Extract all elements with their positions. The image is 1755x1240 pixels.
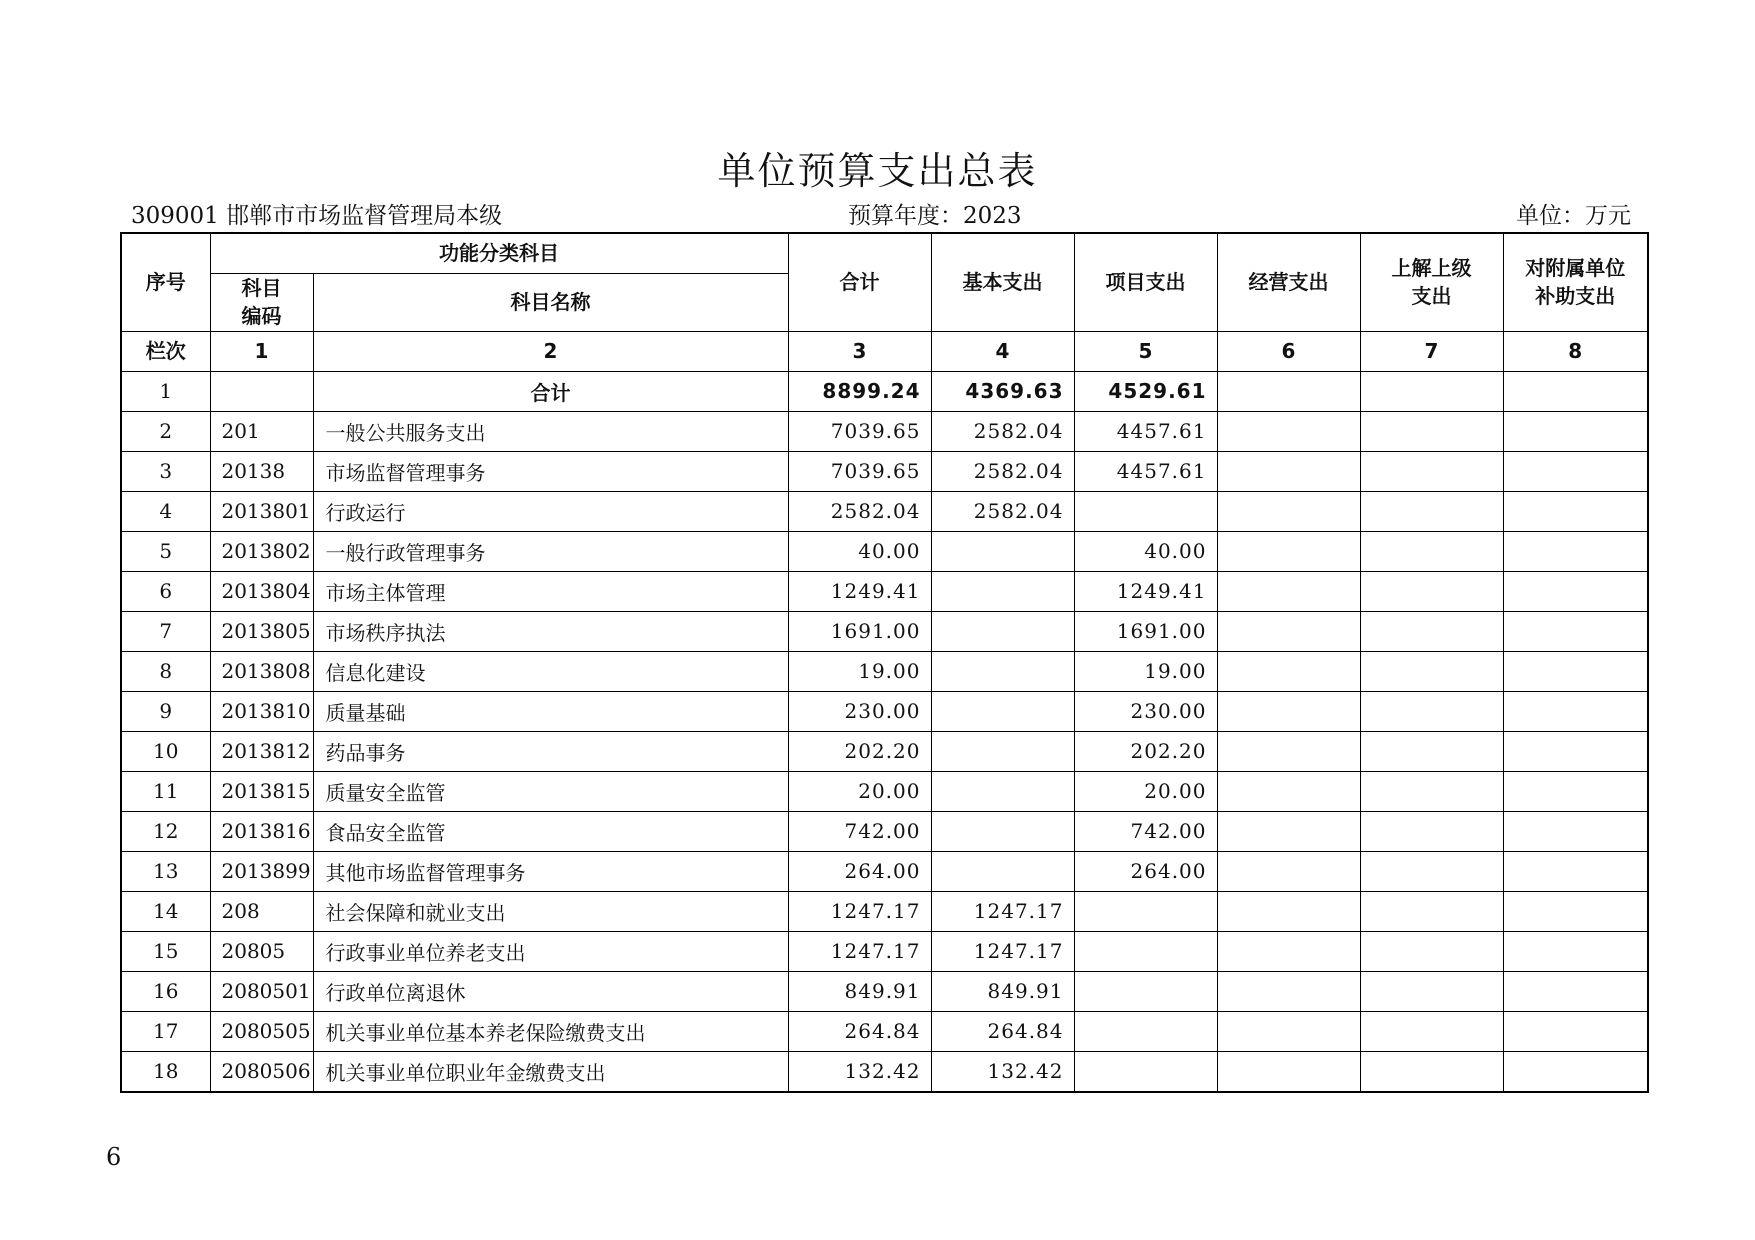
row-basic: 1247.17 [931, 891, 1074, 931]
row-seq: 16 [121, 971, 210, 1011]
row-code: 2013816 [210, 811, 313, 851]
row-code: 2080501 [210, 971, 313, 1011]
row-basic [931, 771, 1074, 811]
row-seq: 5 [121, 531, 210, 571]
row-project: 264.00 [1074, 851, 1217, 891]
row-project: 4457.61 [1074, 411, 1217, 451]
row-name: 市场主体管理 [313, 571, 788, 611]
row-project [1074, 891, 1217, 931]
row-name: 机关事业单位职业年金缴费支出 [313, 1051, 788, 1092]
row-remit [1360, 1011, 1503, 1051]
row-project: 40.00 [1074, 531, 1217, 571]
row-basic: 2582.04 [931, 451, 1074, 491]
header-total: 合计 [788, 233, 931, 331]
table-row [121, 411, 1648, 451]
column-number: 6 [1217, 331, 1360, 371]
row-subsidy [1503, 571, 1648, 611]
row-seq: 11 [121, 771, 210, 811]
row-subsidy [1503, 691, 1648, 731]
table-row [121, 731, 1648, 771]
row-subsidy [1503, 851, 1648, 891]
row-basic: 132.42 [931, 1051, 1074, 1092]
row-total: 230.00 [788, 691, 931, 731]
table-row [121, 1051, 1648, 1092]
row-total: 7039.65 [788, 451, 931, 491]
row-seq: 8 [121, 651, 210, 691]
row-total: 40.00 [788, 531, 931, 571]
header-basic: 基本支出 [931, 233, 1074, 331]
row-seq: 3 [121, 451, 210, 491]
row-subsidy [1503, 1051, 1648, 1092]
row-name: 一般行政管理事务 [313, 531, 788, 571]
row-remit [1360, 371, 1503, 411]
row-basic [931, 651, 1074, 691]
row-remit [1360, 731, 1503, 771]
row-operating [1217, 411, 1360, 451]
row-remit [1360, 771, 1503, 811]
table-row [121, 531, 1648, 571]
row-project [1074, 1051, 1217, 1092]
column-number: 5 [1074, 331, 1217, 371]
row-operating [1217, 891, 1360, 931]
row-operating [1217, 531, 1360, 571]
row-basic: 4369.63 [931, 371, 1074, 411]
row-subsidy [1503, 371, 1648, 411]
row-name: 机关事业单位基本养老保险缴费支出 [313, 1011, 788, 1051]
row-basic: 849.91 [931, 971, 1074, 1011]
header-operating: 经营支出 [1217, 233, 1360, 331]
row-project [1074, 1011, 1217, 1051]
row-basic [931, 611, 1074, 651]
row-subsidy [1503, 611, 1648, 651]
row-name: 药品事务 [313, 731, 788, 771]
row-total: 1247.17 [788, 891, 931, 931]
row-total: 1691.00 [788, 611, 931, 651]
row-operating [1217, 611, 1360, 651]
row-code: 2013899 [210, 851, 313, 891]
row-operating [1217, 811, 1360, 851]
budget-expenditure-table [120, 232, 1649, 1093]
row-remit [1360, 931, 1503, 971]
row-seq: 18 [121, 1051, 210, 1092]
column-number: 1 [210, 331, 313, 371]
row-code: 2013808 [210, 651, 313, 691]
row-basic: 2582.04 [931, 411, 1074, 451]
row-code: 2013804 [210, 571, 313, 611]
column-number-row [121, 331, 1648, 371]
row-name: 一般公共服务支出 [313, 411, 788, 451]
row-subsidy [1503, 891, 1648, 931]
row-basic [931, 851, 1074, 891]
row-subsidy [1503, 771, 1648, 811]
row-code: 20138 [210, 451, 313, 491]
header-project: 项目支出 [1074, 233, 1217, 331]
row-name: 信息化建设 [313, 651, 788, 691]
row-operating [1217, 571, 1360, 611]
row-remit [1360, 571, 1503, 611]
page-title: 单位预算支出总表 [717, 149, 1038, 193]
column-number: 3 [788, 331, 931, 371]
row-subsidy [1503, 971, 1648, 1011]
row-total: 1247.17 [788, 931, 931, 971]
row-name: 合计 [313, 371, 788, 411]
row-code: 2080505 [210, 1011, 313, 1051]
row-seq: 13 [121, 851, 210, 891]
unit-info: 309001 邯郸市市场监督管理局本级 [131, 203, 503, 229]
row-remit [1360, 1051, 1503, 1092]
row-code: 2080506 [210, 1051, 313, 1092]
row-total: 742.00 [788, 811, 931, 851]
row-subsidy [1503, 731, 1648, 771]
header-subsidy: 对附属单位补助支出 [1503, 233, 1648, 331]
row-operating [1217, 931, 1360, 971]
row-basic: 2582.04 [931, 491, 1074, 531]
row-subsidy [1503, 531, 1648, 571]
row-operating [1217, 731, 1360, 771]
row-operating [1217, 1051, 1360, 1092]
row-basic [931, 731, 1074, 771]
table-body [121, 371, 1648, 1092]
table-row [121, 771, 1648, 811]
row-total: 7039.65 [788, 411, 931, 451]
row-remit [1360, 491, 1503, 531]
table-row-total [121, 371, 1648, 411]
row-subsidy [1503, 931, 1648, 971]
row-project [1074, 931, 1217, 971]
table-row [121, 651, 1648, 691]
header-seq: 序号 [121, 233, 210, 331]
row-code: 2013801 [210, 491, 313, 531]
column-number: 8 [1503, 331, 1648, 371]
table-row [121, 851, 1648, 891]
row-name: 行政单位离退休 [313, 971, 788, 1011]
row-operating [1217, 971, 1360, 1011]
row-code: 20805 [210, 931, 313, 971]
row-basic [931, 531, 1074, 571]
row-total: 19.00 [788, 651, 931, 691]
row-operating [1217, 851, 1360, 891]
row-remit [1360, 611, 1503, 651]
column-number: 7 [1360, 331, 1503, 371]
row-project: 20.00 [1074, 771, 1217, 811]
row-seq: 17 [121, 1011, 210, 1051]
row-seq: 10 [121, 731, 210, 771]
row-total: 132.42 [788, 1051, 931, 1092]
row-remit [1360, 811, 1503, 851]
row-name: 行政运行 [313, 491, 788, 531]
row-total: 849.91 [788, 971, 931, 1011]
row-basic [931, 571, 1074, 611]
table-row [121, 811, 1648, 851]
column-number: 4 [931, 331, 1074, 371]
row-project: 4529.61 [1074, 371, 1217, 411]
row-remit [1360, 411, 1503, 451]
column-number: 2 [313, 331, 788, 371]
row-seq: 4 [121, 491, 210, 531]
header-name: 科目名称 [313, 273, 788, 331]
header-remit: 上解上级支出 [1360, 233, 1503, 331]
row-seq: 6 [121, 571, 210, 611]
row-project: 742.00 [1074, 811, 1217, 851]
row-project [1074, 971, 1217, 1011]
row-operating [1217, 491, 1360, 531]
row-code [210, 371, 313, 411]
row-basic: 264.84 [931, 1011, 1074, 1051]
row-remit [1360, 451, 1503, 491]
row-operating [1217, 691, 1360, 731]
row-project: 230.00 [1074, 691, 1217, 731]
row-code: 2013812 [210, 731, 313, 771]
row-project [1074, 491, 1217, 531]
row-project: 1691.00 [1074, 611, 1217, 651]
row-name: 质量安全监管 [313, 771, 788, 811]
table-row [121, 611, 1648, 651]
row-code: 208 [210, 891, 313, 931]
table-row [121, 1011, 1648, 1051]
row-seq: 9 [121, 691, 210, 731]
row-remit [1360, 971, 1503, 1011]
row-subsidy [1503, 411, 1648, 451]
row-code: 2013805 [210, 611, 313, 651]
row-seq: 7 [121, 611, 210, 651]
row-seq: 12 [121, 811, 210, 851]
table-row [121, 691, 1648, 731]
row-subsidy [1503, 451, 1648, 491]
row-subsidy [1503, 1011, 1648, 1051]
table-row [121, 891, 1648, 931]
row-operating [1217, 371, 1360, 411]
row-operating [1217, 451, 1360, 491]
row-subsidy [1503, 811, 1648, 851]
row-code: 2013815 [210, 771, 313, 811]
row-remit [1360, 851, 1503, 891]
row-name: 市场监督管理事务 [313, 451, 788, 491]
row-basic [931, 811, 1074, 851]
row-name: 食品安全监管 [313, 811, 788, 851]
header-function-group: 功能分类科目 [210, 233, 788, 273]
currency-unit: 单位：万元 [1516, 203, 1631, 229]
row-project: 202.20 [1074, 731, 1217, 771]
row-subsidy [1503, 651, 1648, 691]
row-total: 20.00 [788, 771, 931, 811]
row-total: 202.20 [788, 731, 931, 771]
row-name: 其他市场监督管理事务 [313, 851, 788, 891]
row-project: 1249.41 [1074, 571, 1217, 611]
row-name: 市场秩序执法 [313, 611, 788, 651]
budget-year: 预算年度：2023 [848, 203, 1022, 229]
row-basic: 1247.17 [931, 931, 1074, 971]
row-code: 201 [210, 411, 313, 451]
table-row [121, 931, 1648, 971]
row-total: 1249.41 [788, 571, 931, 611]
row-seq: 2 [121, 411, 210, 451]
row-total: 264.00 [788, 851, 931, 891]
row-subsidy [1503, 491, 1648, 531]
row-name: 质量基础 [313, 691, 788, 731]
row-remit [1360, 691, 1503, 731]
row-code: 2013810 [210, 691, 313, 731]
row-operating [1217, 651, 1360, 691]
column-number-label: 栏次 [121, 331, 210, 371]
table-row [121, 971, 1648, 1011]
row-total: 2582.04 [788, 491, 931, 531]
row-name: 社会保障和就业支出 [313, 891, 788, 931]
row-seq: 14 [121, 891, 210, 931]
row-total: 264.84 [788, 1011, 931, 1051]
row-seq: 1 [121, 371, 210, 411]
header-code: 科目编码 [210, 273, 313, 331]
row-operating [1217, 771, 1360, 811]
row-project: 19.00 [1074, 651, 1217, 691]
row-remit [1360, 891, 1503, 931]
row-remit [1360, 651, 1503, 691]
row-remit [1360, 531, 1503, 571]
table-row [121, 491, 1648, 531]
row-project: 4457.61 [1074, 451, 1217, 491]
page-number: 6 [106, 1143, 122, 1171]
table-row [121, 571, 1648, 611]
row-seq: 15 [121, 931, 210, 971]
row-name: 行政事业单位养老支出 [313, 931, 788, 971]
row-code: 2013802 [210, 531, 313, 571]
row-total: 8899.24 [788, 371, 931, 411]
table-row [121, 451, 1648, 491]
row-basic [931, 691, 1074, 731]
row-operating [1217, 1011, 1360, 1051]
